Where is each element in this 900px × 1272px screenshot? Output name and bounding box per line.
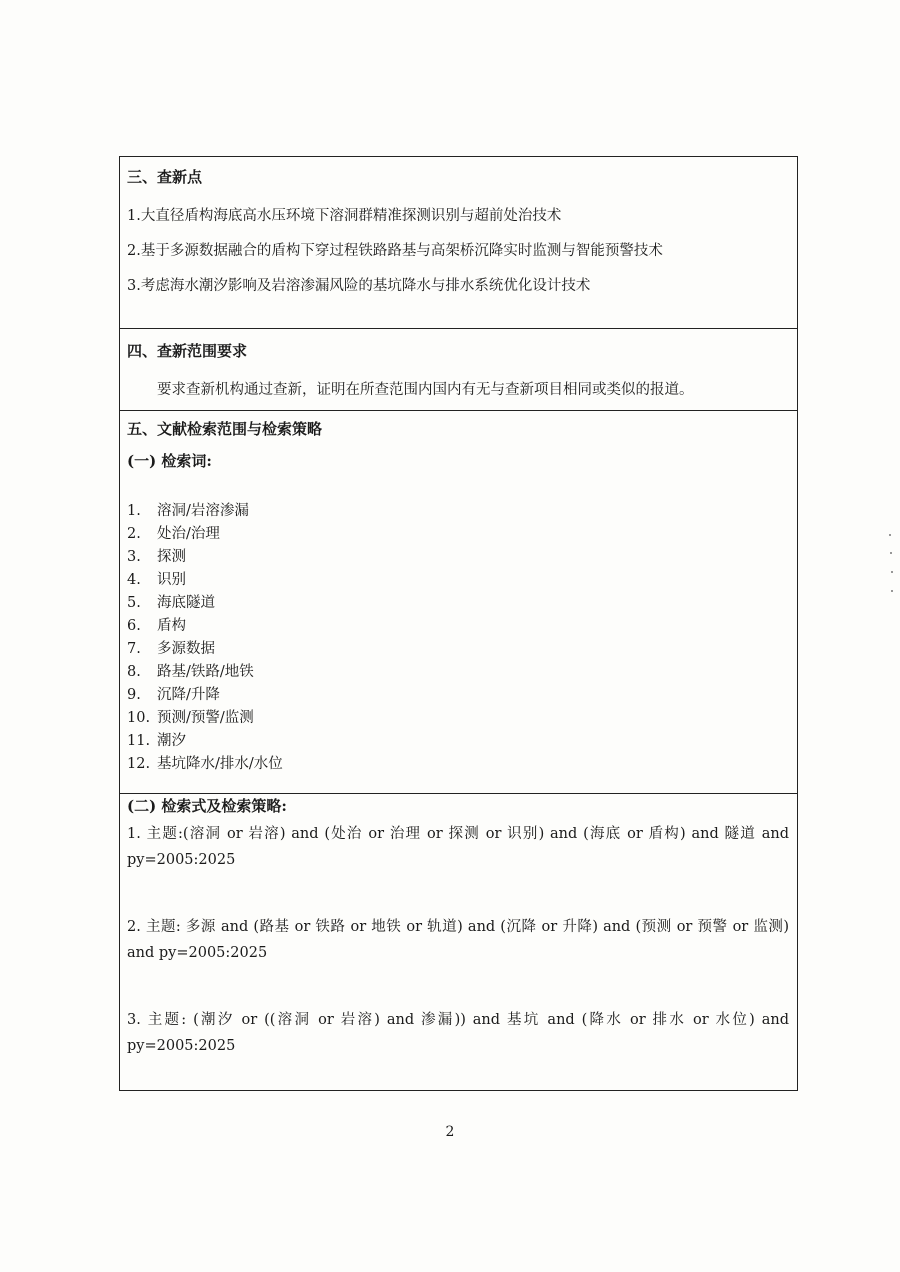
- search-term: [127, 752, 283, 773]
- section-title: 四、查新范围要求: [127, 342, 248, 360]
- term-text: 沉降/升降: [157, 687, 220, 703]
- section-search-strategy: [120, 794, 797, 1090]
- search-term: [127, 729, 186, 750]
- term-number: 8.: [127, 664, 141, 680]
- section-title: 三、查新点: [127, 168, 203, 186]
- term-text: 基坑降水/排水/水位: [157, 756, 283, 772]
- term-number: 3.: [127, 549, 141, 565]
- section-search-scope: [120, 329, 797, 411]
- section-search-terms: [120, 411, 797, 794]
- term-text: 多源数据: [157, 641, 215, 657]
- term-text: 海底隧道: [157, 595, 215, 611]
- search-query-2: 2. 主题: 多源 and (路基 or 铁路 or 地铁 or 轨道) and (沉降 or 升降) and (预测 or 预警 or 监测) and py=2005:2025: [127, 919, 789, 961]
- scan-artifact: [889, 534, 891, 536]
- scope-requirement-text: 要求查新机构通过查新，证明在所查范围内国内有无与查新项目相同或类似的报道。: [157, 382, 694, 398]
- search-term: [127, 591, 215, 612]
- search-term: [127, 706, 254, 727]
- term-number: 6.: [127, 618, 141, 634]
- search-term: [127, 637, 215, 658]
- term-text: 探测: [157, 549, 186, 565]
- section-title: (二) 检索式及检索策略:: [127, 797, 287, 815]
- scan-artifact: [891, 590, 893, 592]
- term-text: 溶洞/岩溶渗漏: [157, 503, 249, 519]
- form-table: [119, 156, 798, 1091]
- search-term: [127, 568, 186, 589]
- term-number: 9.: [127, 687, 141, 703]
- search-term: [127, 499, 249, 520]
- search-term: [127, 545, 186, 566]
- term-number: 10.: [127, 710, 151, 726]
- page-number: 2: [445, 1124, 455, 1140]
- search-term: [127, 660, 254, 681]
- section-title: 五、文献检索范围与检索策略: [127, 420, 323, 438]
- innovation-point-3: 3.考虑海水潮汐影响及岩溶渗漏风险的基坑降水与排水系统优化设计技术: [127, 278, 591, 294]
- term-text: 预测/预警/监测: [157, 710, 254, 726]
- term-text: 识别: [157, 572, 186, 588]
- search-term: [127, 614, 186, 635]
- term-number: 12.: [127, 756, 151, 772]
- term-text: 潮汐: [157, 733, 186, 749]
- term-number: 5.: [127, 595, 141, 611]
- search-query-3: 3. 主题: (潮汐 or ((溶洞 or 岩溶) and 渗漏)) and 基坑 and (降水 or 排水 or 水位) and py=2005:2025: [127, 1012, 789, 1054]
- section-innovation-points: [120, 157, 797, 329]
- subsection-title: (一) 检索词:: [127, 452, 212, 470]
- term-text: 盾构: [157, 618, 186, 634]
- innovation-point-1: 1.大直径盾构海底高水压环境下溶洞群精准探测识别与超前处治技术: [127, 208, 562, 224]
- term-text: 路基/铁路/地铁: [157, 664, 254, 680]
- term-number: 1.: [127, 503, 141, 519]
- search-query-1: 1. 主题:(溶洞 or 岩溶) and (处治 or 治理 or 探测 or 识别) and (海底 or 盾构) and 隧道 and py=2005:2025: [127, 826, 789, 868]
- term-number: 11.: [127, 733, 151, 749]
- search-term: [127, 522, 220, 543]
- term-text: 处治/治理: [157, 526, 220, 542]
- term-number: 4.: [127, 572, 141, 588]
- innovation-point-2: 2.基于多源数据融合的盾构下穿过程铁路路基与高架桥沉降实时监测与智能预警技术: [127, 243, 663, 259]
- search-term: [127, 683, 220, 704]
- scan-artifact: [890, 552, 892, 554]
- term-number: 2.: [127, 526, 141, 542]
- term-number: 7.: [127, 641, 141, 657]
- scan-artifact: [891, 571, 893, 573]
